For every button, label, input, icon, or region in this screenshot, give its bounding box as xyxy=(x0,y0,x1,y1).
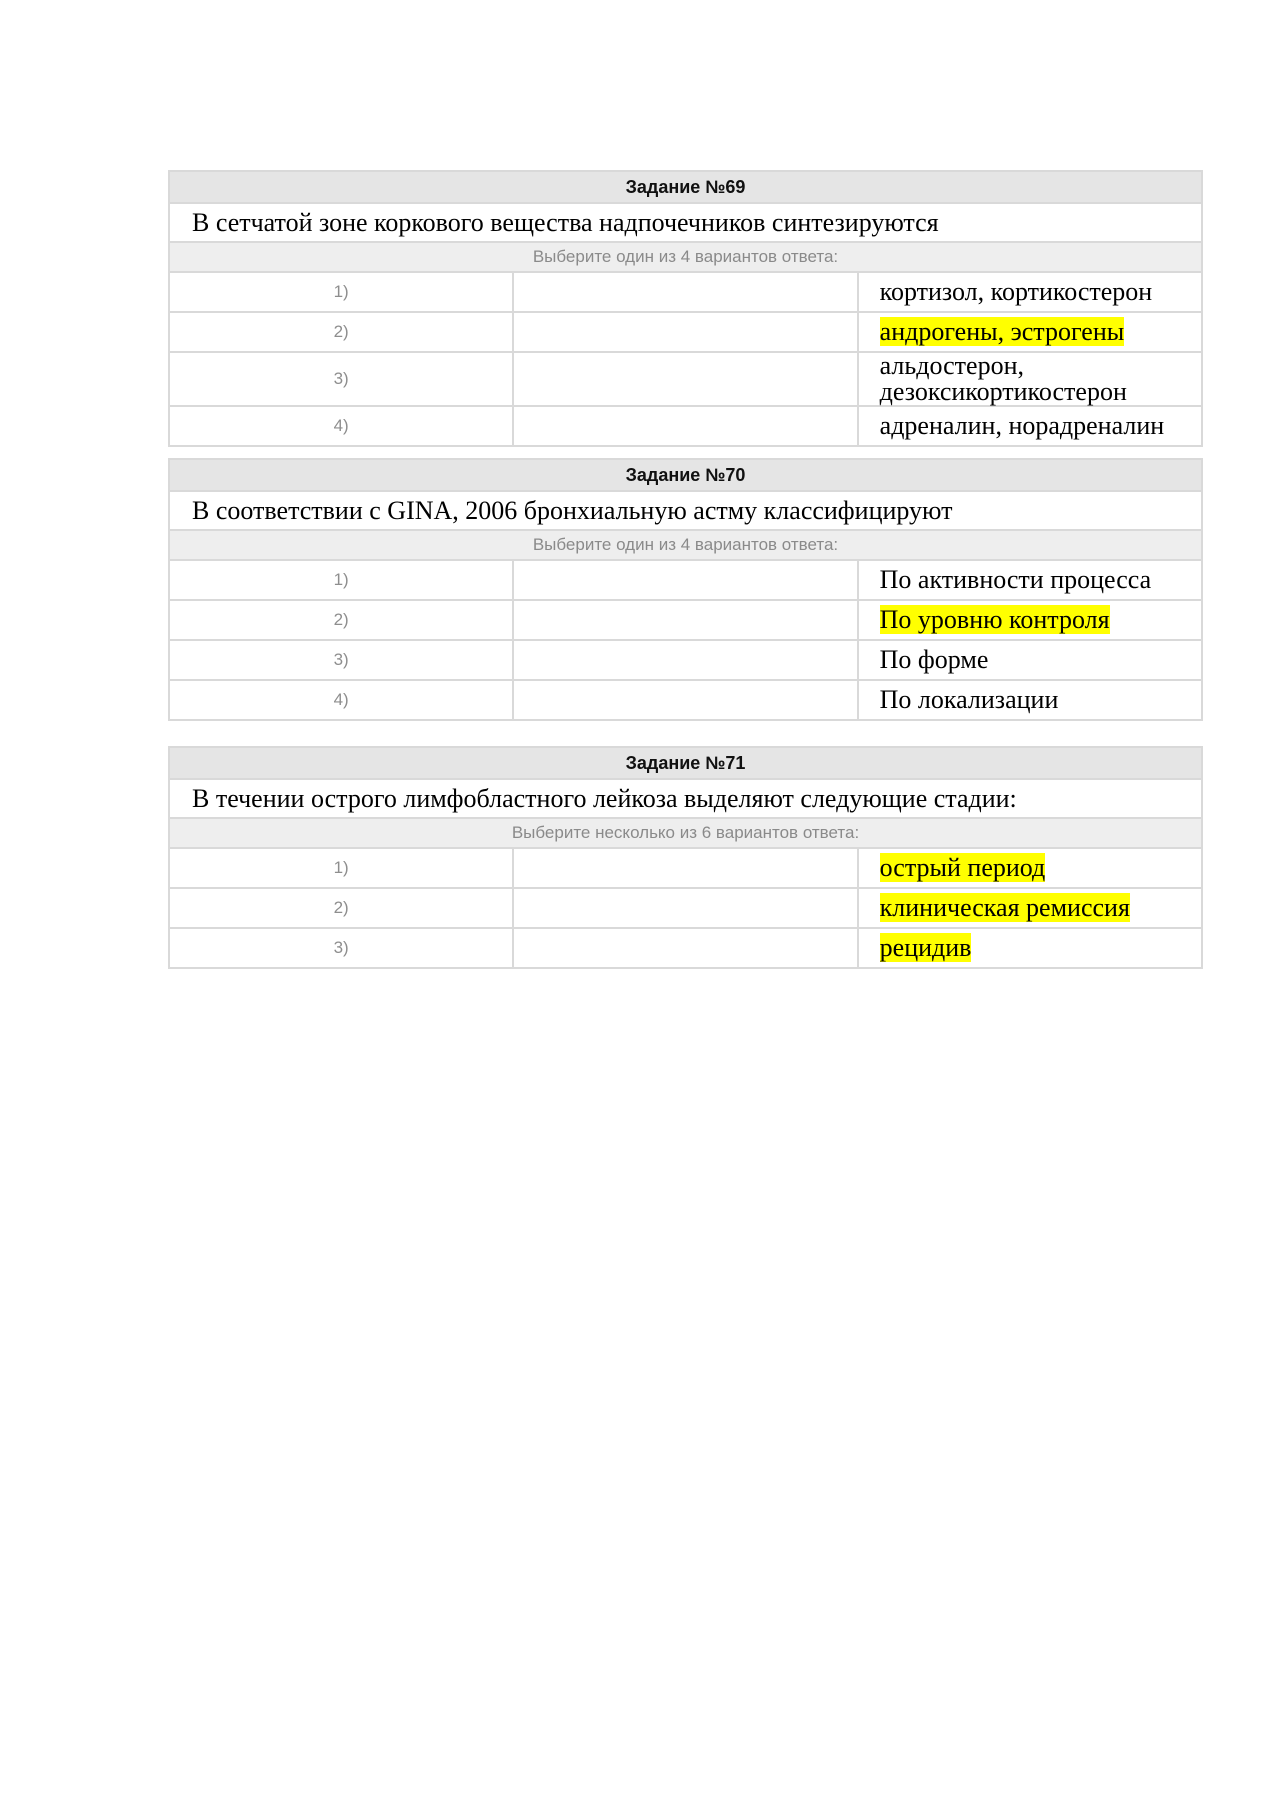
question-text: В соответствии с GINA, 2006 бронхиальную астму классифицируют xyxy=(169,491,1202,530)
answer-box[interactable] xyxy=(513,640,857,680)
task-block xyxy=(168,170,1203,447)
option-number: 4) xyxy=(169,680,513,720)
option-text: альдостерон, дезоксикортикостерон xyxy=(879,351,1127,406)
option-text-cell xyxy=(858,888,1202,928)
option-text-cell xyxy=(858,560,1202,600)
option-text-cell xyxy=(858,680,1202,720)
option-number: 1) xyxy=(169,272,513,312)
option-row[interactable] xyxy=(169,406,1202,446)
option-text: острый период xyxy=(879,853,1046,882)
question-text: В течении острого лимфобластного лейкоза выделяют следующие стадии: xyxy=(169,779,1202,818)
option-text: андрогены, эстрогены xyxy=(879,317,1125,346)
option-text: клиническая ремиссия xyxy=(879,893,1130,922)
option-text: адреналин, норадреналин xyxy=(879,411,1165,440)
option-text-cell xyxy=(858,312,1202,352)
option-text: По локализации xyxy=(879,685,1059,714)
option-row[interactable] xyxy=(169,640,1202,680)
option-row[interactable] xyxy=(169,600,1202,640)
option-row[interactable] xyxy=(169,560,1202,600)
question-text: В сетчатой зоне коркового вещества надпочечников синтезируются xyxy=(169,203,1202,242)
answer-box[interactable] xyxy=(513,312,857,352)
instruction-text: Выберите несколько из 6 вариантов ответа: xyxy=(169,818,1202,848)
instruction-text: Выберите один из 4 вариантов ответа: xyxy=(169,242,1202,272)
option-number: 3) xyxy=(169,640,513,680)
option-text: кортизол, кортикостерон xyxy=(879,277,1153,306)
option-text-cell xyxy=(858,848,1202,888)
answer-box[interactable] xyxy=(513,352,857,406)
task-header: Задание №70 xyxy=(169,459,1202,491)
option-row[interactable] xyxy=(169,928,1202,968)
answer-box[interactable] xyxy=(513,680,857,720)
answer-box[interactable] xyxy=(513,928,857,968)
option-number: 2) xyxy=(169,312,513,352)
option-text-cell xyxy=(858,272,1202,312)
task-header: Задание №71 xyxy=(169,747,1202,779)
option-text: рецидив xyxy=(879,933,972,962)
option-row[interactable] xyxy=(169,680,1202,720)
option-row[interactable] xyxy=(169,352,1202,406)
option-text-cell xyxy=(858,640,1202,680)
option-row[interactable] xyxy=(169,848,1202,888)
option-number: 2) xyxy=(169,600,513,640)
answer-box[interactable] xyxy=(513,272,857,312)
task-block xyxy=(168,746,1203,969)
task-header: Задание №69 xyxy=(169,171,1202,203)
task-block xyxy=(168,458,1203,721)
option-row[interactable] xyxy=(169,312,1202,352)
option-text-cell xyxy=(858,352,1202,406)
option-number: 1) xyxy=(169,848,513,888)
instruction-text: Выберите один из 4 вариантов ответа: xyxy=(169,530,1202,560)
option-row[interactable] xyxy=(169,888,1202,928)
option-number: 3) xyxy=(169,352,513,406)
option-row[interactable] xyxy=(169,272,1202,312)
option-number: 1) xyxy=(169,560,513,600)
answer-box[interactable] xyxy=(513,600,857,640)
option-text: По уровню контроля xyxy=(879,605,1110,634)
answer-box[interactable] xyxy=(513,560,857,600)
option-text: По активности процесса xyxy=(879,565,1152,594)
option-number: 2) xyxy=(169,888,513,928)
answer-box[interactable] xyxy=(513,848,857,888)
option-text-cell xyxy=(858,600,1202,640)
answer-box[interactable] xyxy=(513,888,857,928)
option-text-cell xyxy=(858,406,1202,446)
option-text-cell xyxy=(858,928,1202,968)
option-text: По форме xyxy=(879,645,989,674)
option-number: 4) xyxy=(169,406,513,446)
option-number: 3) xyxy=(169,928,513,968)
answer-box[interactable] xyxy=(513,406,857,446)
